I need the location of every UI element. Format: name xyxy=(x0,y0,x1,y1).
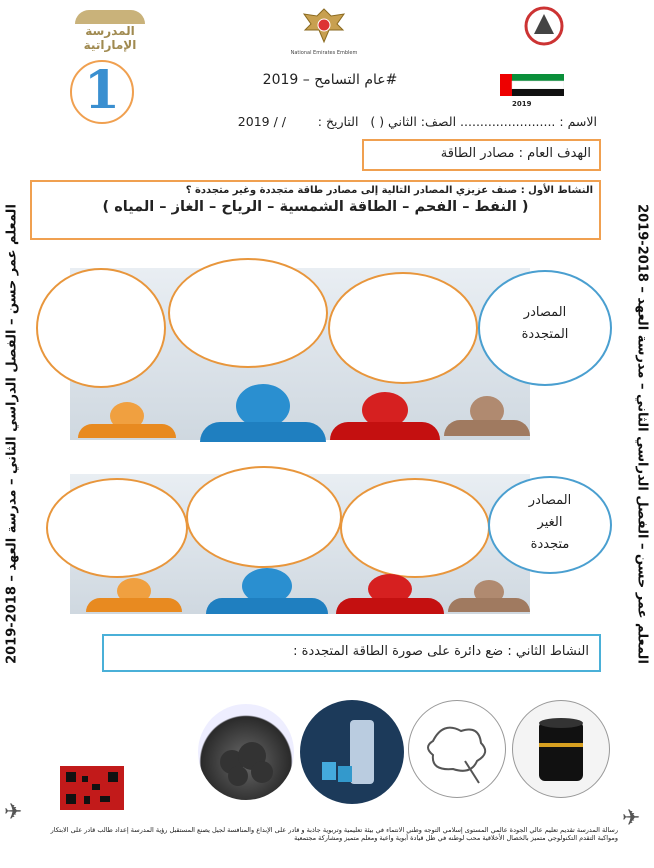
student-info-line xyxy=(62,114,597,129)
qr-code[interactable] xyxy=(60,766,124,810)
class-label: الصف: الثاني ( ) xyxy=(370,114,457,129)
school-logo: المدرسة الإماراتية xyxy=(62,10,158,52)
person-orange-2 xyxy=(86,578,182,614)
activity-two-text: النشاط الثاني : ضع دائرة على صورة الطاقة المتجددة : xyxy=(293,644,589,659)
goal-text: الهدف العام : مصادر الطاقة xyxy=(440,146,591,161)
person-blue xyxy=(200,384,326,442)
abu-dhabi-emblem-icon xyxy=(524,6,564,46)
bird-icon-right: ✈ xyxy=(622,806,641,831)
year-one-logo: 1 xyxy=(70,60,134,124)
person-brown xyxy=(444,396,530,442)
person-red xyxy=(330,392,440,442)
answer-bubble-4[interactable] xyxy=(46,478,188,578)
footer-text: رسالة المدرسة تقديم تعليم عالي الجودة عالمي المستوى إسلامي التوجه وطني الانتماء في بيئة تعليمية وتربوية جاذبة و قادر على الإبداع والمنافسة لجيل يصنع المستقبل رؤية المدرسة إعداد طالب قادر على الابتكار ومواكبة التقدم التكنولوجي متميز بالخصال الأخلاقية محب لوطنه في ظل قيادة أبوية واعية ومعلم متميز ومشاركة مجتمعية xyxy=(50,826,618,842)
date-label: التاريخ : xyxy=(317,114,359,129)
wind-image[interactable] xyxy=(408,700,506,798)
goal-box xyxy=(362,139,601,171)
name-field[interactable]: ........................ xyxy=(460,114,556,129)
answer-bubble-5[interactable] xyxy=(186,466,342,568)
bird-icon-left: ✈ xyxy=(4,800,23,825)
name-label: الاسم : xyxy=(559,114,597,129)
emirates-emblem: National Emirates Emblem xyxy=(283,6,365,58)
person-orange xyxy=(78,402,176,442)
person-brown-2 xyxy=(448,580,530,614)
renewable-label: المصادر المتجددة xyxy=(521,305,569,342)
answer-bubble-3[interactable] xyxy=(328,272,478,384)
answer-bubble-6[interactable] xyxy=(340,478,490,578)
activity-one-instruction: النشاط الأول : صنف عزيزي المصادر التالية إلى مصادر طاقة متجددة وغير متجددة ؟ xyxy=(185,185,593,196)
left-margin-text: المعلم عمر حسن – الفصل الدراسي الثاني – مدرسة العهد – 2018-2019 xyxy=(4,204,20,664)
year-title: #عام التسامح – 2019 xyxy=(262,72,398,88)
date-field[interactable]: 2019 / / xyxy=(237,114,286,129)
water-image[interactable] xyxy=(300,700,404,804)
nonrenewable-label: المصادر الغير متجددة xyxy=(528,493,572,552)
activity-two-box xyxy=(102,634,601,672)
oil-image[interactable] xyxy=(512,700,610,798)
answer-bubble-2[interactable] xyxy=(168,258,328,368)
coal-image[interactable] xyxy=(198,704,294,800)
activity-one-list: ( النفط – الفحم – الطاقة الشمسية – الرياح – الغاز – المياه ) xyxy=(102,199,529,215)
falcon-emblem-icon xyxy=(299,6,349,46)
uae-flag-icon: 2019 xyxy=(500,74,564,108)
right-margin-text: المعلم عمر حسن – الفصل الدراسي الثاني – مدرسة العهد – 2018-2019 xyxy=(634,204,650,664)
activity-one-box xyxy=(30,180,601,240)
person-red-2 xyxy=(336,574,444,614)
answer-bubble-1[interactable] xyxy=(36,268,166,388)
category-bubble-renewable xyxy=(478,270,612,386)
person-blue-2 xyxy=(206,568,328,614)
category-bubble-nonrenewable xyxy=(488,476,612,574)
